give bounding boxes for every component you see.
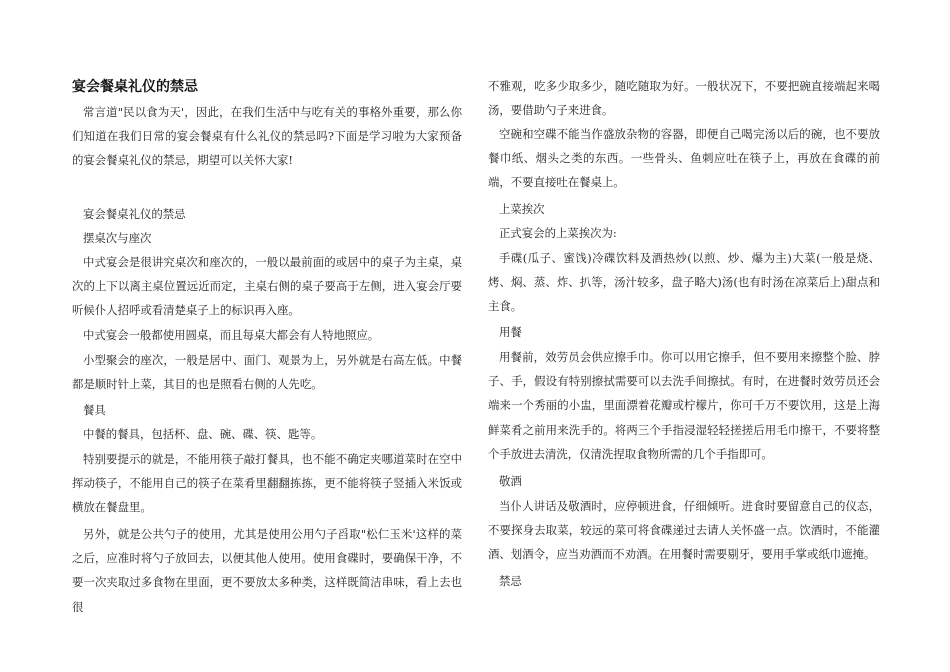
paragraph-toast: 当仆人讲话及敬酒时，应停顿进食，仔细倾听。进食时要留意自己的仪态，不要探身去取菜，较远的菜可将食碟递过去请人关怀盛一点。饮酒时，不能灌酒、划酒令，应当劝酒而不劝酒。在用餐时需要剔牙，要用手掌或纸巾遮掩。 [488,499,880,562]
heading-taboo: 禁忌 [499,574,522,588]
paragraph-seating-2: 中式宴会一般都使用圆桌，而且每桌大都会有人特地照应。 [83,328,380,342]
heading-tableware: 餐具 [83,403,106,417]
paragraph-seating-1: 中式宴会是很讲究桌次和座次的，一般以最前面的或居中的桌子为主桌，桌次的上下以离主桌位置远近而定，主桌右侧的桌子要高于左侧，进入宴会厅要听候仆人招呼或看清楚桌子上的标识再入座。 [72,255,462,318]
paragraph-order-2: 手碟(瓜子、蜜饯)冷碟饮料及酒热炒(以煎、炒、爆为主)大菜(一般是烧、烤、焖、蒸、炸、扒等，汤汁较多，盘子略大)汤(也有时汤在凉菜后上)甜点和主食。 [488,251,880,314]
paragraph-dining: 用餐前，效劳员会供应擦手巾。你可以用它擦手，但不要用来擦整个脸、脖子、手，假设有特别擦拭需要可以去洗手间擦拭。有时，在进餐时效劳员还会端来一个秀丽的小盅，里面漂着花瓣或柠檬片，你可千万不要饮用，这是上海鲜菜肴之前用来洗手的。将两三个手指浸湿轻轻搓搓后用毛巾擦干，不要将整个手放进去清洗，仅清洗捏取食物所需的几个手指即可。 [488,350,880,461]
paragraph-order-1: 正式宴会的上菜挨次为: [499,226,617,240]
heading-seating: 摆桌次与座次 [83,231,152,245]
intro-paragraph: 常言道"民以食为天'，因此，在我们生活中与吃有关的事格外重要，那么你们知道在我们日常的宴会餐桌有什么礼仪的禁忌吗?下面是学习啦为大家预备的宴会餐桌礼仪的禁忌，期望可以关怀大家! [72,105,462,168]
paragraph-continuation: 不雅观，吃多少取多少，随吃随取为好。一般状况下，不要把碗直接端起来喝汤，要借助勺子来进食。 [488,79,880,118]
page-title: 宴会餐桌礼仪的禁忌 [72,79,198,95]
heading-dining: 用餐 [499,325,522,339]
subtitle-heading: 宴会餐桌礼仪的禁忌 [83,207,186,221]
paragraph-plates: 空碗和空碟不能当作盛放杂物的容器，即便自己喝完汤以后的碗，也不要放餐巾纸、烟头之类的东西。一些骨头、鱼刺应吐在筷子上，再放在食碟的前端，不要直接吐在餐桌上。 [488,127,880,190]
paragraph-tableware-2: 特别要提示的就是，不能用筷子敲打餐具，也不能不确定夹哪道菜时在空中挥动筷子，不能用自己的筷子在菜肴里翻翻拣拣，更不能将筷子竖插入米饭或横放在餐盘里。 [72,452,462,515]
heading-order: 上菜挨次 [499,202,545,216]
paragraph-seating-3: 小型聚会的座次，一般是居中、面门、观景为上，另外就是右高左低。中餐都是顺时针上菜，其目的也是照看右侧的人先吃。 [72,353,462,392]
paragraph-tableware-3: 另外，就是公共勺子的使用，尤其是使用公用勺子舀取"松仁玉米'这样的菜之后，应准时将勺子放回去，以便其他人使用。使用食碟时，要确保干净，不要一次夹取过多食物在里面，更不要放太多种类，这样既简洁串味，看上去也很 [72,527,462,614]
paragraph-tableware-1: 中餐的餐具，包括杯、盘、碗、碟、筷、匙等。 [83,427,323,441]
heading-toast: 敬酒 [499,474,522,488]
